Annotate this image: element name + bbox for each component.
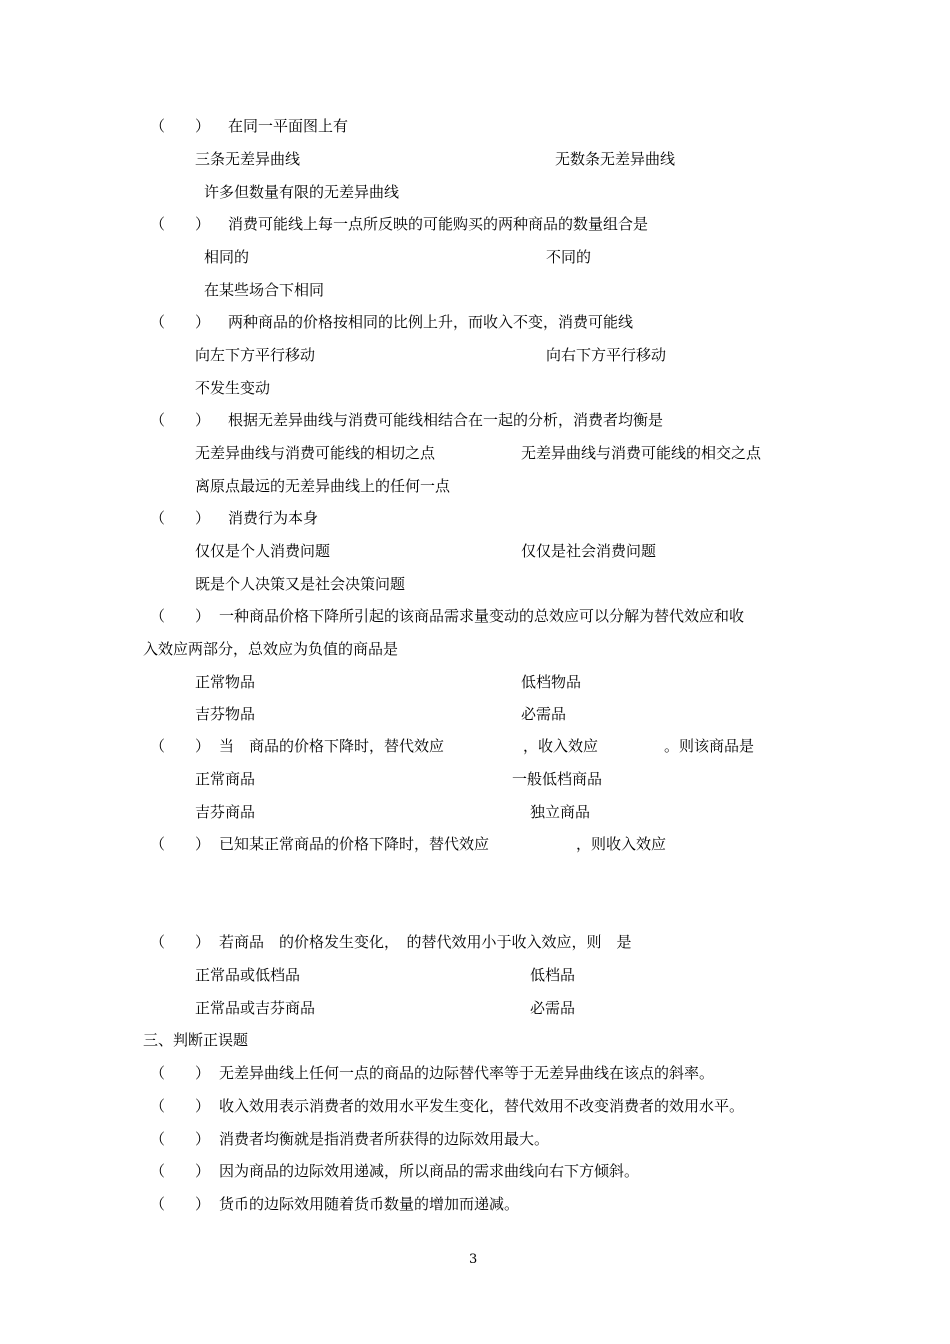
option-c: 正常品或吉芬商品 [195, 999, 316, 1017]
judgment-item: 无差异曲线上任何一点的商品的边际替代率等于无差异曲线在该点的斜率。 [219, 1064, 715, 1082]
option-b: 低档物品 [521, 673, 582, 691]
option-b: 低档品 [530, 966, 576, 984]
option-a: 仅仅是个人消费问题 [195, 542, 331, 560]
question-stem: 根据无差异曲线与消费可能线相结合在一起的分析，消费者均衡是 [228, 411, 664, 429]
option-a: 无差异曲线与消费可能线的相切之点 [195, 444, 436, 462]
question-stem-part-2: ，则收入效应 [576, 835, 667, 853]
question-stem-part-2: ，收入效应 [523, 737, 599, 755]
question-stem: 在同一平面图上有 [228, 117, 349, 135]
option-c: 既是个人决策又是社会决策问题 [195, 575, 406, 593]
answer-paren: （ ） [150, 1162, 211, 1180]
answer-paren: （ ） [150, 1130, 211, 1148]
answer-paren: （ ） [150, 933, 211, 951]
option-c: 离原点最远的无差异曲线上的任何一点 [195, 477, 451, 495]
option-a: 相同的 [204, 248, 250, 266]
answer-paren: （ ） [150, 509, 211, 527]
question-stem-part-1: 已知某正常商品的价格下降时，替代效应 [219, 835, 490, 853]
judgment-item: 因为商品的边际效用递减，所以商品的需求曲线向右下方倾斜。 [219, 1162, 640, 1180]
option-c: 吉芬物品 [195, 705, 256, 723]
option-b: 无差异曲线与消费可能线的相交之点 [521, 444, 762, 462]
question-stem: 消费可能线上每一点所反映的可能购买的两种商品的数量组合是 [228, 215, 649, 233]
judgment-item: 收入效用表示消费者的效用水平发生变化，替代效用不改变消费者的效用水平。 [219, 1097, 745, 1115]
judgment-item: 消费者均衡就是指消费者所获得的边际效用最大。 [219, 1130, 550, 1148]
option-b: 无数条无差异曲线 [555, 150, 676, 168]
page-number: 3 [469, 1252, 478, 1267]
answer-paren: （ ） [150, 411, 211, 429]
question-stem: 一种商品价格下降所引起的该商品需求量变动的总效应可以分解为替代效应和收 [219, 607, 745, 625]
section-heading: 三、判断正误题 [143, 1031, 249, 1049]
judgment-item: 货币的边际效用随着货币数量的增加而递减。 [219, 1195, 520, 1213]
answer-paren: （ ） [150, 835, 211, 853]
answer-paren: （ ） [150, 1064, 211, 1082]
question-stem-part-1: 当 商品的价格下降时，替代效应 [219, 737, 445, 755]
answer-paren: （ ） [150, 1097, 211, 1115]
option-b: 向右下方平行移动 [546, 346, 667, 364]
option-a: 三条无差异曲线 [195, 150, 301, 168]
option-c: 吉芬商品 [195, 803, 256, 821]
answer-paren: （ ） [150, 737, 211, 755]
question-stem: 两种商品的价格按相同的比例上升，而收入不变，消费可能线 [228, 313, 634, 331]
answer-paren: （ ） [150, 215, 211, 233]
answer-paren: （ ） [150, 607, 211, 625]
answer-paren: （ ） [150, 1195, 211, 1213]
option-c: 在某些场合下相同 [204, 281, 325, 299]
answer-paren: （ ） [150, 117, 211, 135]
question-stem-part-3: 。则该商品是 [664, 737, 755, 755]
option-a: 正常品或低档品 [195, 966, 301, 984]
option-b: 不同的 [546, 248, 592, 266]
option-b: 一般低档商品 [512, 770, 603, 788]
option-a: 正常物品 [195, 673, 256, 691]
option-c: 不发生变动 [195, 379, 271, 397]
option-d: 必需品 [521, 705, 567, 723]
option-a: 正常商品 [195, 770, 256, 788]
answer-paren: （ ） [150, 313, 211, 331]
option-c: 许多但数量有限的无差异曲线 [204, 183, 400, 201]
option-a: 向左下方平行移动 [195, 346, 316, 364]
option-d: 必需品 [530, 999, 576, 1017]
option-d: 独立商品 [530, 803, 591, 821]
question-stem: 消费行为本身 [228, 509, 319, 527]
option-b: 仅仅是社会消费问题 [521, 542, 657, 560]
question-stem-continued: 入效应两部分，总效应为负值的商品是 [143, 640, 399, 658]
question-stem: 若商品 的价格发生变化， 的替代效用小于收入效应，则 是 [219, 933, 632, 951]
